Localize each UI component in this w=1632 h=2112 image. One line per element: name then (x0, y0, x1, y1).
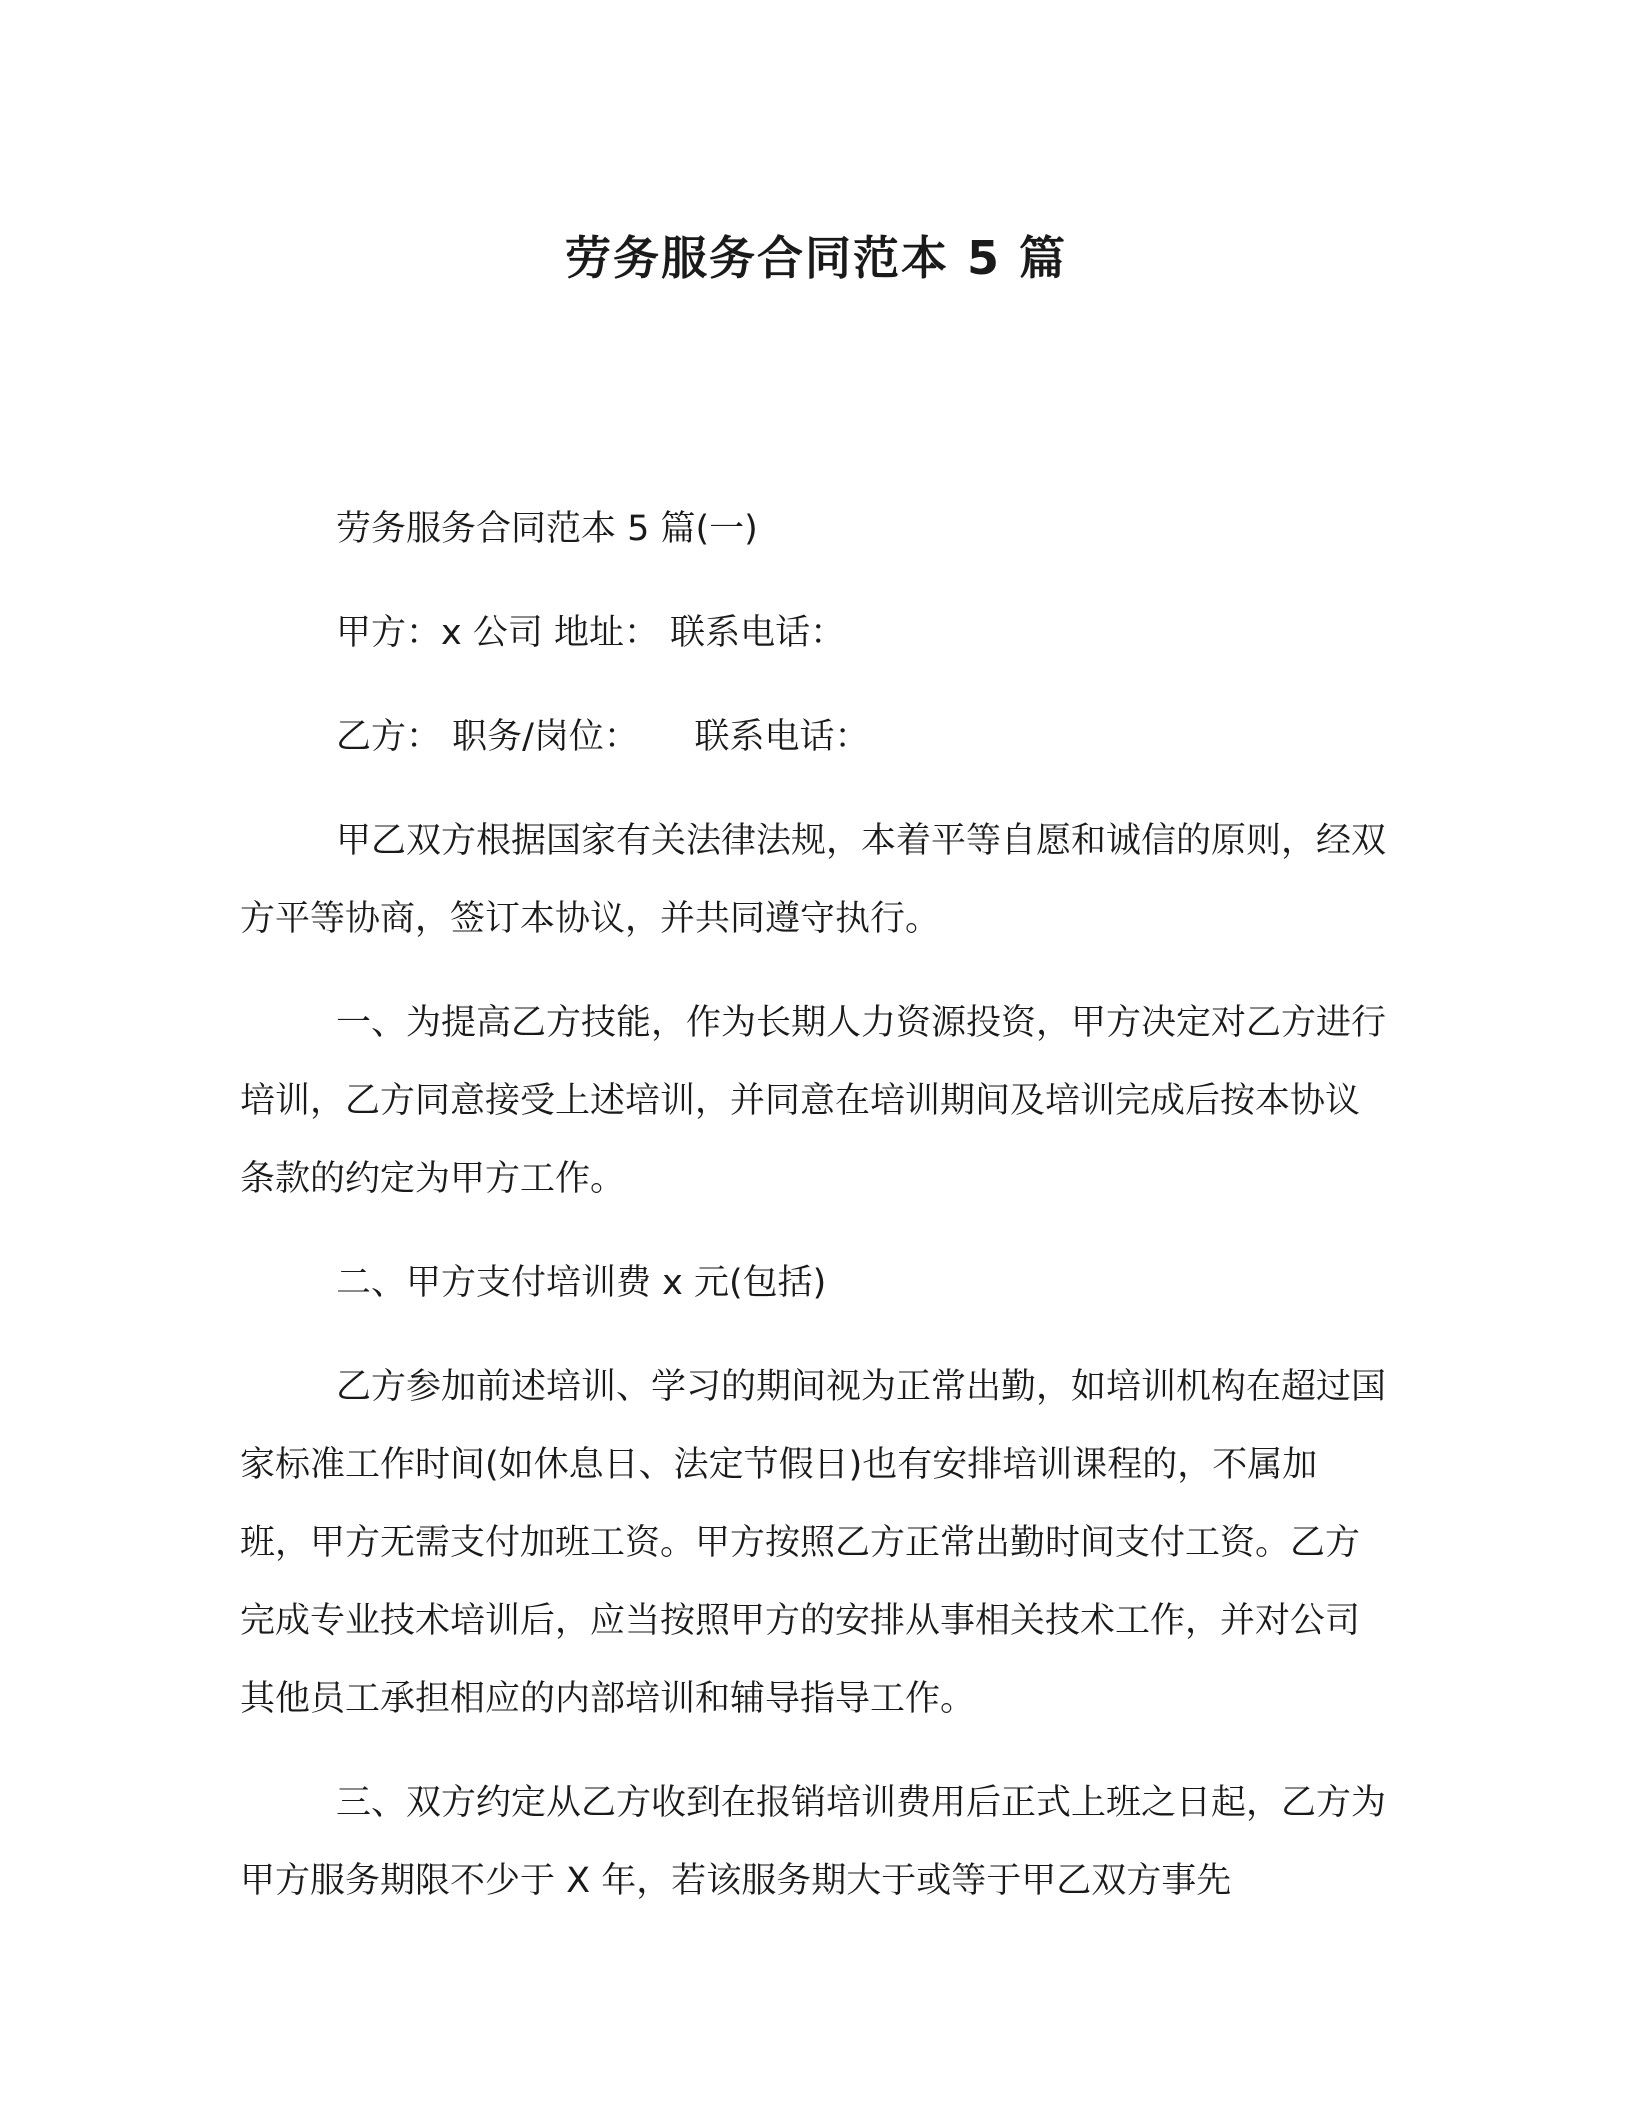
document-title: 劳务服务合同范本 5 篇 (564, 231, 1068, 285)
section-heading: 劳务服务合同范本 5 篇(一) (336, 509, 758, 549)
clause-2-paragraph: 二、甲方支付培训费 x 元(包括) (336, 1263, 827, 1303)
party-a-line: 甲方：x 公司 地址： 联系电话： (336, 613, 846, 653)
document-body (240, 490, 1386, 1946)
clause-3-paragraph: 三、双方约定从乙方收到在报销培训费用后正式上班之日起，乙方为甲方服务期限不少于 X 年，若该服务期大于或等于甲乙双方事先 (240, 1783, 1387, 1901)
party-b-line: 乙方： 职务/岗位： 联系电话： (336, 717, 870, 757)
clause-1-paragraph: 一、为提高乙方技能，作为长期人力资源投资，甲方决定对乙方进行培训，乙方同意接受上述培训，并同意在培训期间及培训完成后按本协议条款的约定为甲方工作。 (240, 1003, 1387, 1199)
attendance-paragraph: 乙方参加前述培训、学习的期间视为正常出勤，如培训机构在超过国家标准工作时间(如休息日、法定节假日)也有安排培训课程的，不属加班，甲方无需支付加班工资。甲方按照乙方正常出勤时间支付工资。乙方完成专业技术培训后，应当按照甲方的安排从事相关技术工作，并对公司其他员工承担相应的内部培训和辅导指导工作。 (240, 1367, 1387, 1719)
preamble-paragraph: 甲乙双方根据国家有关法律法规，本着平等自愿和诚信的原则，经双方平等协商，签订本协议，并共同遵守执行。 (240, 821, 1387, 939)
